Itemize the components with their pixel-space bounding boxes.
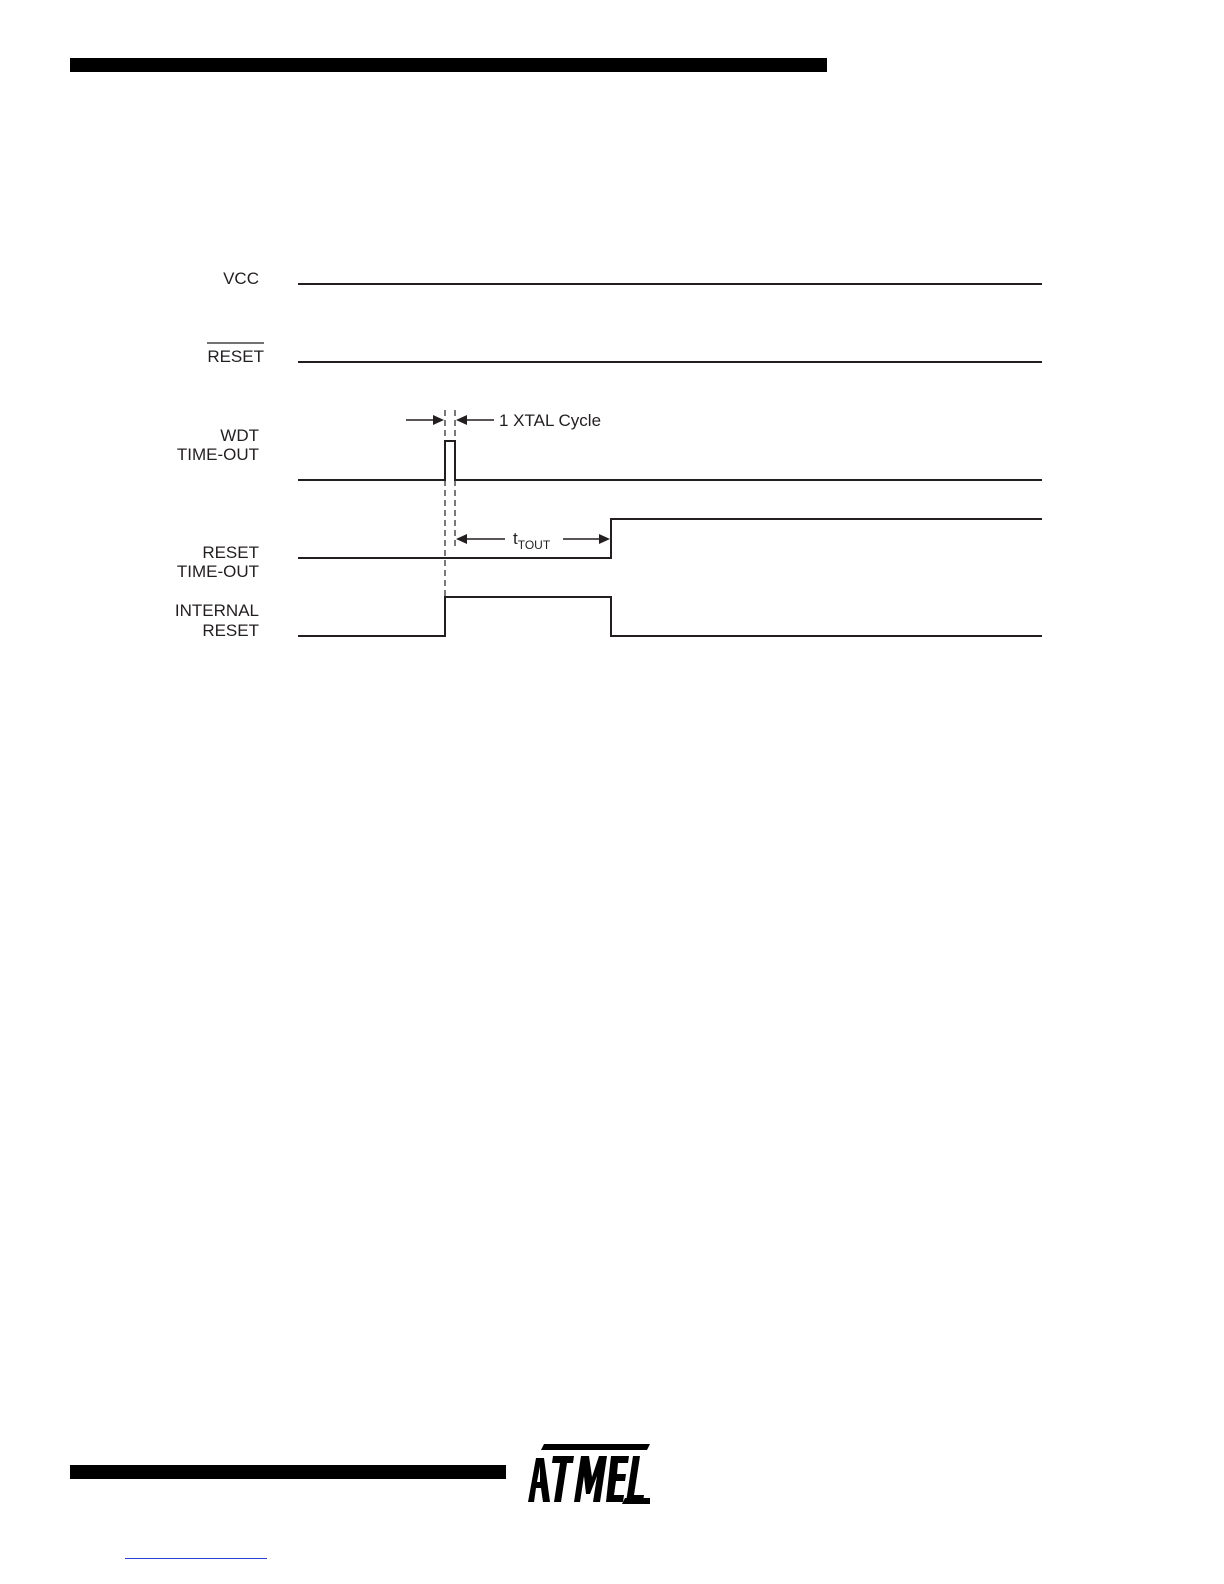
internal-reset-waveform [298,597,1042,636]
signal-label-wdt-line1: WDT [220,426,259,445]
tout-arrowhead-right [599,534,610,544]
signal-label-internal-reset-line1: INTERNAL [174,601,259,620]
footer-rule [70,1465,506,1479]
signal-label-wdt-line2: TIME-OUT [176,445,259,464]
wdt-timeout-waveform [298,441,1042,480]
signal-label-reset-timeout-line2: TIME-OUT [176,562,259,581]
tout-label: $t_{TOUT}$ [513,529,551,552]
signal-label-reset-timeout-line1: RESET [202,543,259,562]
xtal-arrowhead-left [433,415,444,425]
footer-link-underline[interactable] [125,1558,267,1559]
xtal-arrowhead-right [456,415,467,425]
signal-label-internal-reset-line2: RESET [202,621,259,640]
xtal-cycle-label: 1 XTAL Cycle [499,411,602,430]
signal-label-vcc: VCC [223,269,259,288]
atmel-logo [526,1442,652,1504]
tout-arrowhead-left [456,534,467,544]
signal-label-reset: RESET [207,347,264,366]
reset-timeout-waveform [298,519,1042,558]
